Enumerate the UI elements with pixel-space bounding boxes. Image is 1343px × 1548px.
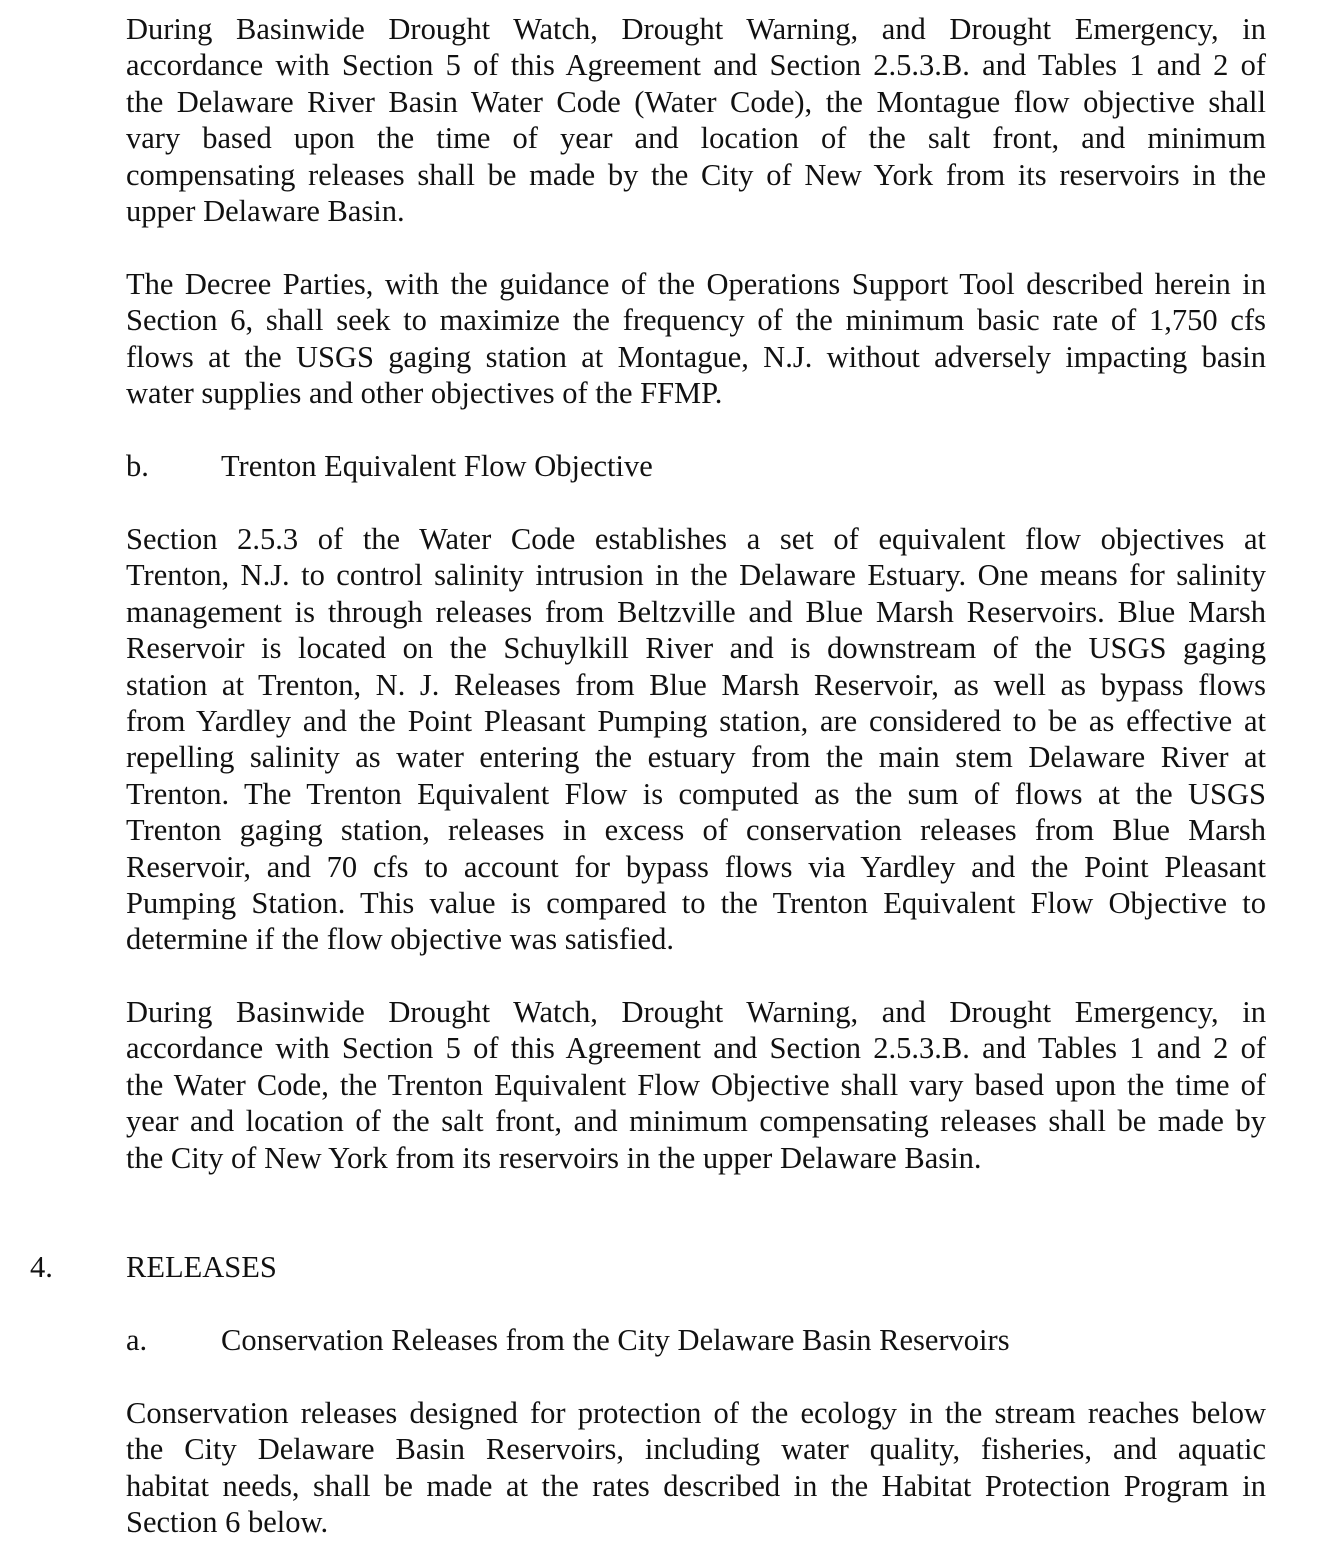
text-line: Section 6 below. xyxy=(126,1505,329,1540)
text-line: vary based upon the time of year and location of the salt front, and minimum xyxy=(126,121,1266,156)
text-line: upper Delaware Basin. xyxy=(126,194,405,229)
section-4-number: 4. xyxy=(30,1250,53,1284)
text-line: During Basinwide Drought Watch, Drought Warning, and Drought Emergency, in xyxy=(126,995,1266,1029)
text-line: compensating releases shall be made by the City of New York from its reservoirs in the xyxy=(126,157,1266,192)
section-4-title: RELEASES xyxy=(126,1250,277,1284)
paragraph-drought-trenton xyxy=(126,994,1266,1176)
text-line: Reservoir is located on the Schuylkill River and is downstream of the USGS gaging xyxy=(126,631,1266,666)
text-line: habitat needs, shall be made at the rates described in the Habitat Protection Program in xyxy=(126,1468,1266,1503)
text-line: The Decree Parties, with the guidance of the Operations Support Tool described herein in xyxy=(126,267,1266,301)
subsection-b-title: Trenton Equivalent Flow Objective xyxy=(221,449,653,483)
text-line: the Delaware River Basin Water Code (Water Code), the Montague flow objective shall xyxy=(126,84,1266,119)
subsection-a-title: Conservation Releases from the City Delaware Basin Reservoirs xyxy=(221,1323,1010,1357)
text-line: from Yardley and the Point Pleasant Pumping station, are considered to be as effective at xyxy=(126,704,1266,739)
text-line: year and location of the salt front, and minimum compensating releases shall be made by xyxy=(126,1104,1266,1139)
subsection-b-marker: b. xyxy=(126,449,149,483)
text-line: Trenton, N.J. to control salinity intrusion in the Delaware Estuary. One means for salinity xyxy=(126,558,1266,593)
text-line: Trenton gaging station, releases in excess of conservation releases from Blue Marsh xyxy=(126,813,1266,848)
text-line: Trenton. The Trenton Equivalent Flow is computed as the sum of flows at the USGS xyxy=(126,776,1266,811)
text-line: the City of New York from its reservoirs in the upper Delaware Basin. xyxy=(126,1140,982,1175)
paragraph-trenton-equivalent-flow xyxy=(126,521,1266,958)
paragraph-drought-montague xyxy=(126,11,1266,229)
text-line: station at Trenton, N. J. Releases from Blue Marsh Reservoir, as well as bypass flows xyxy=(126,667,1266,702)
text-line: repelling salinity as water entering the estuary from the main stem Delaware River at xyxy=(126,740,1266,775)
text-line: water supplies and other objectives of the FFMP. xyxy=(126,376,723,411)
text-line: Pumping Station. This value is compared to the Trenton Equivalent Flow Objective to xyxy=(126,886,1266,921)
text-line: During Basinwide Drought Watch, Drought Warning, and Drought Emergency, in xyxy=(126,12,1266,46)
text-line: flows at the USGS gaging station at Montague, N.J. without adversely impacting basin xyxy=(126,339,1266,374)
paragraph-decree-parties xyxy=(126,266,1266,412)
text-line: determine if the flow objective was satisfied. xyxy=(126,922,674,957)
text-line: the City Delaware Basin Reservoirs, including water quality, fisheries, and aquatic xyxy=(126,1432,1266,1467)
subsection-a-marker: a. xyxy=(126,1323,148,1357)
text-line: accordance with Section 5 of this Agreement and Section 2.5.3.B. and Tables 1 and 2 of xyxy=(126,1031,1266,1066)
text-line: Reservoir, and 70 cfs to account for bypass flows via Yardley and the Point Pleasant xyxy=(126,849,1266,884)
text-line: Section 6, shall seek to maximize the frequency of the minimum basic rate of 1,750 cfs xyxy=(126,303,1266,338)
text-line: Conservation releases designed for protection of the ecology in the stream reaches below xyxy=(126,1396,1266,1430)
text-line: Section 2.5.3 of the Water Code establishes a set of equivalent flow objectives at xyxy=(126,522,1266,556)
paragraph-conservation-releases xyxy=(126,1395,1266,1541)
text-line: the Water Code, the Trenton Equivalent Flow Objective shall vary based upon the time of xyxy=(126,1067,1266,1102)
text-line: management is through releases from Beltzville and Blue Marsh Reservoirs. Blue Marsh xyxy=(126,594,1266,629)
text-line: accordance with Section 5 of this Agreement and Section 2.5.3.B. and Tables 1 and 2 of xyxy=(126,48,1266,83)
